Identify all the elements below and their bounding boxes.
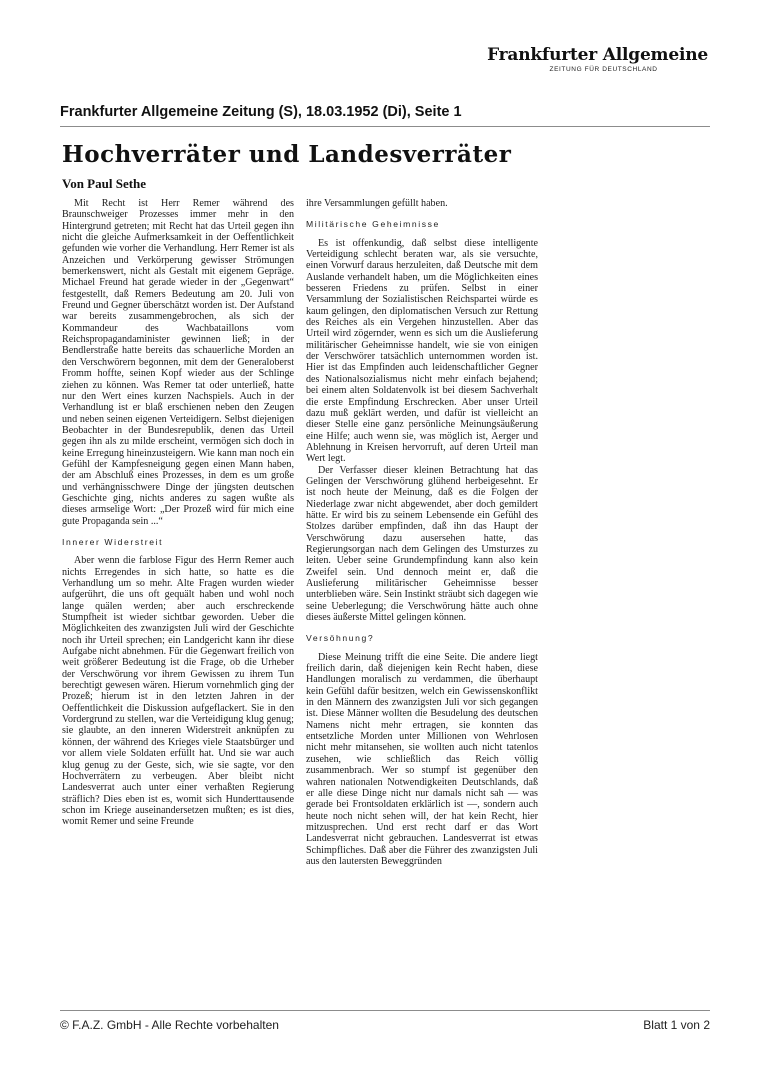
header-divider	[60, 126, 710, 127]
newspaper-logo	[487, 45, 708, 73]
section-heading-military-secrets: Militärische Geheimnisse	[306, 219, 440, 230]
paragraph-intro: Mit Recht ist Herr Remer während des Braunschweiger Prozesses immer mehr in den Hintergrund getreten; mit Recht hat das Urteil gegen ihn nicht die gleiche Aufmerksamkeit in der Oeffentlichkeit gefunden wie vorher die Verhandlung. Herr Remer ist als Anzeichen und Verkörperung gewisser Strömungen bemerkenswert, nicht als Gestalt mit eigenem Gepräge. Michael Freund hat gerade wieder in der „Gegenwart“ festgestellt, daß Remers Bedeutung am 20. Juli von Freund und Gegner überschätzt worden ist. Der Aufstand war bereits zusammengebrochen, als sich der Kommandeur des Wachbataillons vom Reichspropagandaminister gewinnen ließ; in der Bendlerstraße hatte bereits das schauerliche Morden an den Verschwörern begonnen, mit dem der Generaloberst Fromm hoffte, seinen Kopf wieder aus der Schlinge ziehen zu können. Was Remer tat oder unterließ, hatte nur den Wert eines kurzen Nachspiels. Auch in der Verhandlung ist er blaß erschienen neben den Zeugen und neben seinen eigenen Verteidigern. Selbst diejenigen Beobachter in der Bundesrepublik, denen das Urteil gegen ihn als zu milde erscheint, vermögen sich doch in keine Erregung hineinzusteigern. Wie kann man noch ein Gefühl der Kampfesneigung gegen einen Mann haben, der am Abschluß eines Prozesses, in dem es um große und verhängnisschwere Dinge der jüngsten deutschen Geschichte ging, nichts anderes zu sagen wußte als dieses armselige Wort: „Der Prozeß wird für mich eine gute Propaganda sein ...“	[62, 198, 294, 527]
page-indicator: Blatt 1 von 2	[643, 1018, 710, 1032]
paragraph-inner-conflict: Aber wenn die farblose Figur des Herrn Remer auch nichts Erregendes in sich hatte, so hatte es die Verhandlung um so mehr. Alte Fragen wurden wieder aufgerührt, die uns oft gequält haben und wohl noch lange quälen werden; aber auch erschreckende Stumpfheit ist wieder sichtbar geworden. Ueber die Möglichkeiten des zwanzigsten Juli wird der Geschichte noch ihr Urteil sprechen; ein Landgericht kann ihr diese Aufgabe nicht abnehmen. Für die Gegenwart freilich von weit größerer Bedeutung ist die Frage, ob die Urheber der Verschwörung vor ihrem Gewissen zu ihrem Tun berechtigt gewesen wären. Hierum vornehmlich ging der Prozeß; hierum ist in den letzten Jahren in der Oeffentlichkeit die Diskussion aufgeflackert. Sie in den Vordergrund zu stellen, war die Verteidigung klug genug; sie glaubte, an den inneren Widerstreit anknüpfen zu können, der während des Krieges viele Staatsbürger und vor allem viele Soldaten erfüllt hat. Und sie war auch klug genug zu der Geste, sich, wie sie sagte, vor den Hochverrätern zu verbeugen. Aber bleibt nicht Landesverrat auch unter einer verhaßten Regierung sträflich? Dies eben ist es, womit sich Hunderttausende schon im Kriege auseinandersetzen mußten; es ist dies, womit Remer und seine Freunde	[62, 555, 294, 828]
logo-tagline: ZEITUNG FÜR DEUTSCHLAND	[549, 66, 658, 73]
article-byline: Von Paul Sethe	[62, 176, 147, 191]
section-heading-reconciliation: Versöhnung?	[306, 633, 375, 644]
paragraph-reconciliation: Diese Meinung trifft die eine Seite. Die andere liegt freilich darin, daß diejenigen kein Recht haben, diese Handlungen moralisch zu verdammen, die überhaupt kein Gefühl dafür besitzen, welch ein Gewissenskonflikt in den Männern des zwanzigsten Juli vor sich gegangen ist. Diese Männer wollten die Besudelung des deutschen Namens nicht mehr ertragen, sie konnten das entsetzliche Morden unter Millionen von Wehrlosen nicht mehr mitansehen, sie wollten auch nicht tatenlos zusehen, wie schließlich das Reich völlig zusammenbrach. Wer so stumpf ist gegenüber den wahren nationalen Notwendigkeiten Deutschlands, daß er alle diese Dinge nicht nur damals nicht sah — was gerade bei Frontsoldaten erklärlich ist —, sondern auch heute noch nicht sehen will, der hat kein Recht, hier mitzusprechen. Und erst recht darf er das Wort Landesverrat nicht gebrauchen. Landesverrat ist etwas Schimpfliches. Daß aber die Führer des zwanzigsten Juli aus den lautersten Beweggründen	[306, 651, 538, 867]
copyright-notice: © F.A.Z. GmbH - Alle Rechte vorbehalten	[60, 1018, 279, 1032]
paragraph-military-secrets-2: Der Verfasser dieser kleinen Betrachtung hat das Gelingen der Verschwörung glühend herbeigesehnt. Er ist noch heute der Meinung, daß es die Folgen der Niederlage zwar nicht abgewendet, aber doch gemildert hätte. Er wird bis zu seinem Lebensende ein Gefühl des Stolzes darüber empfinden, daß ihn das Haupt der Verschwörung dazu ausersehen hatte, das Regierungsorgan nach dem Gelingen des Umsturzes zu leiten. Ueber seine Grundempfindung kann also kein Zweifel sein. Und dennoch meint er, daß die Auslieferung militärischer Geheimnisse besser unterblieben wäre. Sein Instinkt sträubt sich dagegen wie seine Ueberlegung; die Verschwörung hätte auch ohne dieses äußerste Mittel gelingen können.	[306, 464, 538, 624]
paragraph-military-secrets-1: Es ist offenkundig, daß selbst diese intelligente Verteidigung schlecht beraten war, als sie versuchte, einen Vorwurf daraus herzuleiten, daß Deutsche mit dem Auslande verhandelt haben, um die Möglichkeiten eines besseren Friedens zu prüfen. Selbst in einer Versammlung der Sozialistischen Reichspartei würde es kaum gelingen, den diplomatischen Versuch zur Rettung des Reiches als ein Vergehen hinzustellen. Aber das Urteil wird zögernder, wenn es sich um die Auslieferung militärischer Geheimnisse handelt, wie sie von einigen der Verschwörer tatsächlich unternommen worden ist. Hier ist das Empfinden auch leidenschaftlicher Gegner des Nationalsozialismus nicht mehr einfach bejahend; bei einem alten Soldatenvolk ist bei diesem Sachverhalt die erste Empfindung Erschrecken. Aber unser Urteil dazu muß geklärt werden, und dafür ist vielleicht an dieser Stelle eine ganz persönliche Meinungsäußerung eine Hilfe; auch wenn sie, was möglich ist, Aerger und Ablehnung in Kreisen hervorruft, auf deren Urteil man Wert legt.	[306, 237, 538, 465]
paragraph-continuation: ihre Versammlungen gefüllt haben.	[306, 198, 448, 209]
article-column-left	[62, 198, 294, 828]
article-column-right	[306, 198, 538, 867]
logo-wordmark: Frankfurter Allgemeine	[487, 45, 708, 65]
article-headline: Hochverräter und Landesverräter	[62, 141, 512, 168]
section-heading-inner-conflict: Innerer Widerstreit	[62, 536, 164, 547]
document-title: Frankfurter Allgemeine Zeitung (S), 18.03.1952 (Di), Seite 1	[60, 104, 462, 120]
footer-divider	[60, 1010, 710, 1011]
